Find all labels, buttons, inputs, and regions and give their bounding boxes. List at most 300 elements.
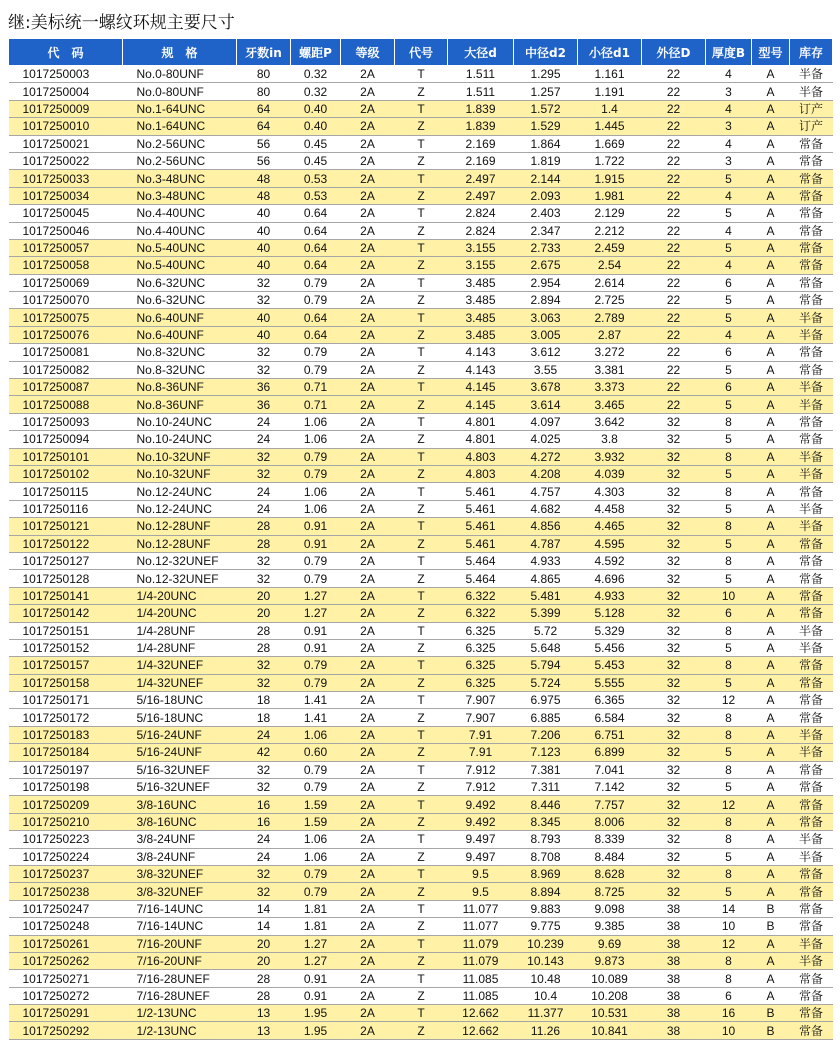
cell-grade: 2A: [341, 170, 395, 187]
table-row: [9, 726, 833, 743]
cell-type-code: Z: [395, 883, 448, 900]
cell-spec: No.6-40UNF: [123, 326, 237, 343]
cell-spec: 7/16-28UNEF: [123, 987, 237, 1004]
cell-thickness: 4: [706, 100, 752, 117]
cell-major-diameter: 2.824: [448, 222, 514, 239]
cell-thickness: 5: [706, 361, 752, 378]
cell-outer-diameter: 32: [642, 831, 706, 848]
cell-outer-diameter: 32: [642, 500, 706, 517]
cell-type-code: Z: [395, 674, 448, 691]
table-row: [9, 570, 833, 587]
cell-grade: 2A: [341, 518, 395, 535]
cell-grade: 2A: [341, 674, 395, 691]
cell-spec: 5/16-32UNEF: [123, 761, 237, 778]
cell-spec: No.10-32UNF: [123, 448, 237, 465]
cell-tpi: 40: [237, 205, 291, 222]
cell-major-diameter: 2.169: [448, 152, 514, 169]
cell-tpi: 18: [237, 692, 291, 709]
cell-code: 1017250158: [9, 674, 123, 691]
table-row: [9, 813, 833, 830]
cell-code: 1017250003: [9, 66, 123, 83]
table-row: [9, 500, 833, 517]
cell-model: A: [752, 239, 790, 256]
cell-pitch: 0.71: [291, 379, 341, 396]
cell-type-code: Z: [395, 500, 448, 517]
cell-minor-diameter: 7.757: [578, 796, 642, 813]
cell-pitch: 1.06: [291, 726, 341, 743]
cell-grade: 2A: [341, 935, 395, 952]
cell-stock: 半备: [790, 622, 833, 639]
cell-pitch-diameter: 8.446: [514, 796, 578, 813]
cell-pitch: 1.06: [291, 413, 341, 430]
cell-code: 1017250081: [9, 344, 123, 361]
cell-pitch: 0.40: [291, 118, 341, 135]
cell-minor-diameter: 1.191: [578, 83, 642, 100]
cell-model: A: [752, 709, 790, 726]
cell-tpi: 32: [237, 657, 291, 674]
cell-code: 1017250197: [9, 761, 123, 778]
cell-spec: 1/2-13UNC: [123, 1022, 237, 1039]
cell-pitch: 0.64: [291, 239, 341, 256]
cell-minor-diameter: 3.381: [578, 361, 642, 378]
cell-pitch: 0.40: [291, 100, 341, 117]
cell-tpi: 32: [237, 761, 291, 778]
cell-grade: 2A: [341, 831, 395, 848]
cell-minor-diameter: 1.161: [578, 66, 642, 83]
cell-grade: 2A: [341, 361, 395, 378]
cell-code: 1017250141: [9, 587, 123, 604]
cell-pitch-diameter: 5.794: [514, 657, 578, 674]
cell-thickness: 8: [706, 622, 752, 639]
cell-stock: 半备: [790, 848, 833, 865]
cell-type-code: Z: [395, 744, 448, 761]
cell-pitch-diameter: 3.678: [514, 379, 578, 396]
cell-grade: 2A: [341, 779, 395, 796]
table-row: [9, 918, 833, 935]
cell-tpi: 32: [237, 552, 291, 569]
cell-code: 1017250102: [9, 465, 123, 482]
cell-model: A: [752, 552, 790, 569]
cell-pitch: 1.27: [291, 952, 341, 969]
cell-pitch-diameter: 10.239: [514, 935, 578, 952]
col-header-spec: 规 格: [123, 39, 237, 66]
cell-code: 1017250057: [9, 239, 123, 256]
cell-type-code: T: [395, 692, 448, 709]
cell-major-diameter: 1.511: [448, 83, 514, 100]
cell-spec: 5/16-24UNF: [123, 744, 237, 761]
cell-model: B: [752, 900, 790, 917]
cell-spec: 1/4-28UNF: [123, 639, 237, 656]
cell-spec: No.5-40UNC: [123, 257, 237, 274]
cell-spec: No.12-32UNEF: [123, 570, 237, 587]
cell-stock: 常备: [790, 187, 833, 204]
cell-pitch: 0.91: [291, 987, 341, 1004]
cell-pitch-diameter: 2.675: [514, 257, 578, 274]
cell-type-code: T: [395, 552, 448, 569]
cell-model: A: [752, 500, 790, 517]
cell-type-code: T: [395, 413, 448, 430]
table-row: [9, 848, 833, 865]
cell-spec: 7/16-20UNF: [123, 935, 237, 952]
cell-pitch: 0.79: [291, 779, 341, 796]
cell-major-diameter: 2.824: [448, 205, 514, 222]
cell-grade: 2A: [341, 83, 395, 100]
cell-major-diameter: 6.322: [448, 587, 514, 604]
cell-thickness: 8: [706, 831, 752, 848]
cell-minor-diameter: 9.098: [578, 900, 642, 917]
table-row: [9, 274, 833, 291]
cell-code: 1017250121: [9, 518, 123, 535]
cell-major-diameter: 9.5: [448, 883, 514, 900]
cell-pitch: 0.32: [291, 66, 341, 83]
cell-spec: 3/8-32UNEF: [123, 865, 237, 882]
cell-pitch: 1.81: [291, 900, 341, 917]
cell-stock: 半备: [790, 448, 833, 465]
cell-model: A: [752, 622, 790, 639]
cell-grade: 2A: [341, 222, 395, 239]
cell-model: A: [752, 326, 790, 343]
cell-grade: 2A: [341, 726, 395, 743]
cell-minor-diameter: 8.006: [578, 813, 642, 830]
cell-stock: 订产: [790, 118, 833, 135]
cell-thickness: 3: [706, 152, 752, 169]
cell-major-diameter: 9.492: [448, 813, 514, 830]
cell-stock: 常备: [790, 344, 833, 361]
cell-thickness: 4: [706, 222, 752, 239]
cell-spec: No.1-64UNC: [123, 100, 237, 117]
cell-minor-diameter: 2.54: [578, 257, 642, 274]
cell-minor-diameter: 4.303: [578, 483, 642, 500]
cell-pitch: 0.79: [291, 865, 341, 882]
cell-model: A: [752, 883, 790, 900]
cell-thickness: 5: [706, 292, 752, 309]
cell-code: 1017250122: [9, 535, 123, 552]
cell-thickness: 12: [706, 796, 752, 813]
cell-spec: No.6-32UNC: [123, 292, 237, 309]
cell-pitch-diameter: 6.975: [514, 692, 578, 709]
cell-pitch: 1.41: [291, 692, 341, 709]
cell-spec: No.10-24UNC: [123, 413, 237, 430]
cell-tpi: 24: [237, 500, 291, 517]
cell-pitch-diameter: 5.481: [514, 587, 578, 604]
cell-major-diameter: 5.461: [448, 483, 514, 500]
cell-major-diameter: 6.325: [448, 622, 514, 639]
cell-major-diameter: 12.662: [448, 1005, 514, 1022]
table-row: [9, 152, 833, 169]
table-row: [9, 935, 833, 952]
cell-thickness: 8: [706, 726, 752, 743]
cell-model: A: [752, 396, 790, 413]
cell-pitch: 0.79: [291, 292, 341, 309]
cell-major-diameter: 5.461: [448, 500, 514, 517]
cell-pitch: 0.45: [291, 152, 341, 169]
cell-minor-diameter: 4.592: [578, 552, 642, 569]
table-row: [9, 883, 833, 900]
cell-thickness: 4: [706, 66, 752, 83]
cell-code: 1017250070: [9, 292, 123, 309]
cell-tpi: 16: [237, 796, 291, 813]
cell-minor-diameter: 5.453: [578, 657, 642, 674]
cell-model: A: [752, 535, 790, 552]
cell-code: 1017250152: [9, 639, 123, 656]
cell-major-diameter: 11.079: [448, 935, 514, 952]
cell-major-diameter: 7.907: [448, 692, 514, 709]
cell-outer-diameter: 22: [642, 187, 706, 204]
cell-minor-diameter: 4.696: [578, 570, 642, 587]
cell-model: A: [752, 952, 790, 969]
cell-tpi: 24: [237, 413, 291, 430]
cell-outer-diameter: 22: [642, 239, 706, 256]
cell-spec: No.1-64UNC: [123, 118, 237, 135]
cell-code: 1017250088: [9, 396, 123, 413]
table-row: [9, 605, 833, 622]
cell-thickness: 3: [706, 118, 752, 135]
cell-pitch: 0.79: [291, 761, 341, 778]
cell-model: A: [752, 431, 790, 448]
cell-pitch: 1.06: [291, 831, 341, 848]
cell-type-code: Z: [395, 813, 448, 830]
cell-tpi: 32: [237, 344, 291, 361]
cell-stock: 常备: [790, 222, 833, 239]
cell-outer-diameter: 22: [642, 135, 706, 152]
cell-grade: 2A: [341, 1005, 395, 1022]
cell-minor-diameter: 9.69: [578, 935, 642, 952]
cell-spec: 1/4-32UNEF: [123, 657, 237, 674]
cell-grade: 2A: [341, 292, 395, 309]
cell-stock: 半备: [790, 309, 833, 326]
cell-pitch-diameter: 6.885: [514, 709, 578, 726]
table-row: [9, 170, 833, 187]
cell-thickness: 5: [706, 205, 752, 222]
cell-spec: 1/2-13UNC: [123, 1005, 237, 1022]
cell-type-code: T: [395, 170, 448, 187]
cell-type-code: Z: [395, 639, 448, 656]
cell-stock: 常备: [790, 257, 833, 274]
cell-tpi: 32: [237, 465, 291, 482]
cell-model: A: [752, 865, 790, 882]
cell-thickness: 8: [706, 865, 752, 882]
cell-pitch-diameter: 5.399: [514, 605, 578, 622]
cell-minor-diameter: 6.584: [578, 709, 642, 726]
table-row: [9, 187, 833, 204]
cell-pitch: 1.27: [291, 605, 341, 622]
cell-pitch: 1.06: [291, 431, 341, 448]
cell-thickness: 3: [706, 83, 752, 100]
col-header-tpi: 牙数in: [237, 39, 291, 66]
cell-pitch-diameter: 3.614: [514, 396, 578, 413]
table-row: [9, 239, 833, 256]
cell-pitch: 0.71: [291, 396, 341, 413]
cell-outer-diameter: 38: [642, 918, 706, 935]
cell-minor-diameter: 8.725: [578, 883, 642, 900]
cell-pitch: 1.59: [291, 796, 341, 813]
cell-model: B: [752, 1022, 790, 1039]
cell-model: A: [752, 344, 790, 361]
cell-code: 1017250128: [9, 570, 123, 587]
cell-major-diameter: 7.912: [448, 779, 514, 796]
cell-major-diameter: 3.485: [448, 309, 514, 326]
cell-code: 1017250093: [9, 413, 123, 430]
col-header-pitch-diameter: 中径d2: [514, 39, 578, 66]
table-row: [9, 587, 833, 604]
cell-thickness: 8: [706, 552, 752, 569]
cell-type-code: Z: [395, 326, 448, 343]
cell-code: 1017250261: [9, 935, 123, 952]
cell-outer-diameter: 32: [642, 622, 706, 639]
cell-stock: 常备: [790, 587, 833, 604]
cell-thickness: 10: [706, 1022, 752, 1039]
cell-code: 1017250004: [9, 83, 123, 100]
cell-outer-diameter: 22: [642, 66, 706, 83]
cell-outer-diameter: 22: [642, 274, 706, 291]
table-row: [9, 518, 833, 535]
cell-stock: 半备: [790, 518, 833, 535]
cell-tpi: 32: [237, 883, 291, 900]
table-row: [9, 987, 833, 1004]
cell-grade: 2A: [341, 239, 395, 256]
cell-thickness: 5: [706, 500, 752, 517]
cell-stock: 半备: [790, 66, 833, 83]
cell-stock: 常备: [790, 865, 833, 882]
cell-spec: No.4-40UNC: [123, 222, 237, 239]
cell-minor-diameter: 1.4: [578, 100, 642, 117]
cell-code: 1017250076: [9, 326, 123, 343]
cell-pitch-diameter: 10.4: [514, 987, 578, 1004]
cell-code: 1017250184: [9, 744, 123, 761]
cell-minor-diameter: 9.873: [578, 952, 642, 969]
cell-grade: 2A: [341, 865, 395, 882]
cell-grade: 2A: [341, 500, 395, 517]
cell-spec: 7/16-14UNC: [123, 900, 237, 917]
cell-thickness: 8: [706, 952, 752, 969]
cell-code: 1017250087: [9, 379, 123, 396]
cell-thickness: 8: [706, 413, 752, 430]
cell-outer-diameter: 22: [642, 83, 706, 100]
cell-model: A: [752, 726, 790, 743]
cell-stock: 半备: [790, 726, 833, 743]
cell-type-code: T: [395, 1005, 448, 1022]
cell-stock: 常备: [790, 170, 833, 187]
cell-spec: No.10-32UNF: [123, 465, 237, 482]
cell-pitch: 1.81: [291, 918, 341, 935]
cell-code: 1017250075: [9, 309, 123, 326]
cell-model: A: [752, 796, 790, 813]
cell-pitch-diameter: 2.733: [514, 239, 578, 256]
cell-major-diameter: 5.464: [448, 570, 514, 587]
cell-model: A: [752, 692, 790, 709]
cell-pitch: 1.27: [291, 587, 341, 604]
cell-grade: 2A: [341, 257, 395, 274]
cell-pitch-diameter: 3.063: [514, 309, 578, 326]
cell-tpi: 36: [237, 379, 291, 396]
cell-tpi: 24: [237, 726, 291, 743]
table-row: [9, 674, 833, 691]
cell-grade: 2A: [341, 570, 395, 587]
page-title: 继:美标统一螺纹环规主要尺寸: [8, 13, 235, 33]
cell-major-diameter: 2.497: [448, 170, 514, 187]
cell-thickness: 8: [706, 483, 752, 500]
cell-code: 1017250223: [9, 831, 123, 848]
cell-minor-diameter: 2.459: [578, 239, 642, 256]
cell-tpi: 32: [237, 448, 291, 465]
cell-model: A: [752, 274, 790, 291]
cell-spec: 1/4-20UNC: [123, 587, 237, 604]
cell-minor-diameter: 10.531: [578, 1005, 642, 1022]
cell-stock: 常备: [790, 1005, 833, 1022]
cell-stock: 常备: [790, 361, 833, 378]
cell-pitch-diameter: 4.682: [514, 500, 578, 517]
cell-grade: 2A: [341, 274, 395, 291]
cell-minor-diameter: 3.373: [578, 379, 642, 396]
cell-type-code: T: [395, 448, 448, 465]
cell-outer-diameter: 38: [642, 970, 706, 987]
cell-thickness: 16: [706, 1005, 752, 1022]
cell-pitch: 0.64: [291, 205, 341, 222]
cell-grade: 2A: [341, 918, 395, 935]
cell-pitch-diameter: 10.48: [514, 970, 578, 987]
cell-type-code: Z: [395, 918, 448, 935]
cell-outer-diameter: 38: [642, 935, 706, 952]
cell-major-diameter: 11.079: [448, 952, 514, 969]
cell-tpi: 24: [237, 831, 291, 848]
cell-thickness: 10: [706, 918, 752, 935]
table-row: [9, 622, 833, 639]
col-header-stock: 库存: [790, 39, 833, 66]
cell-grade: 2A: [341, 152, 395, 169]
cell-minor-diameter: 1.669: [578, 135, 642, 152]
cell-thickness: 5: [706, 779, 752, 796]
table-row: [9, 309, 833, 326]
cell-outer-diameter: 22: [642, 100, 706, 117]
cell-code: 1017250291: [9, 1005, 123, 1022]
cell-tpi: 80: [237, 83, 291, 100]
cell-pitch-diameter: 1.295: [514, 66, 578, 83]
cell-tpi: 14: [237, 918, 291, 935]
cell-model: A: [752, 413, 790, 430]
cell-code: 1017250116: [9, 500, 123, 517]
table-row: [9, 465, 833, 482]
cell-major-diameter: 6.325: [448, 639, 514, 656]
cell-outer-diameter: 22: [642, 205, 706, 222]
cell-major-diameter: 9.5: [448, 865, 514, 882]
cell-pitch-diameter: 1.819: [514, 152, 578, 169]
cell-model: A: [752, 465, 790, 482]
cell-spec: No.2-56UNC: [123, 152, 237, 169]
cell-pitch: 1.06: [291, 483, 341, 500]
cell-stock: 常备: [790, 657, 833, 674]
cell-stock: 常备: [790, 761, 833, 778]
cell-outer-diameter: 22: [642, 379, 706, 396]
cell-pitch-diameter: 3.612: [514, 344, 578, 361]
cell-model: A: [752, 518, 790, 535]
cell-minor-diameter: 10.089: [578, 970, 642, 987]
cell-pitch: 0.79: [291, 570, 341, 587]
cell-major-diameter: 1.839: [448, 118, 514, 135]
cell-type-code: T: [395, 622, 448, 639]
cell-tpi: 28: [237, 518, 291, 535]
table-row: [9, 100, 833, 117]
cell-spec: 3/8-16UNC: [123, 813, 237, 830]
cell-minor-diameter: 1.722: [578, 152, 642, 169]
cell-spec: 3/8-32UNEF: [123, 883, 237, 900]
cell-outer-diameter: 32: [642, 431, 706, 448]
cell-minor-diameter: 7.041: [578, 761, 642, 778]
cell-model: A: [752, 379, 790, 396]
cell-model: A: [752, 448, 790, 465]
cell-tpi: 28: [237, 535, 291, 552]
cell-model: A: [752, 848, 790, 865]
cell-stock: 常备: [790, 535, 833, 552]
